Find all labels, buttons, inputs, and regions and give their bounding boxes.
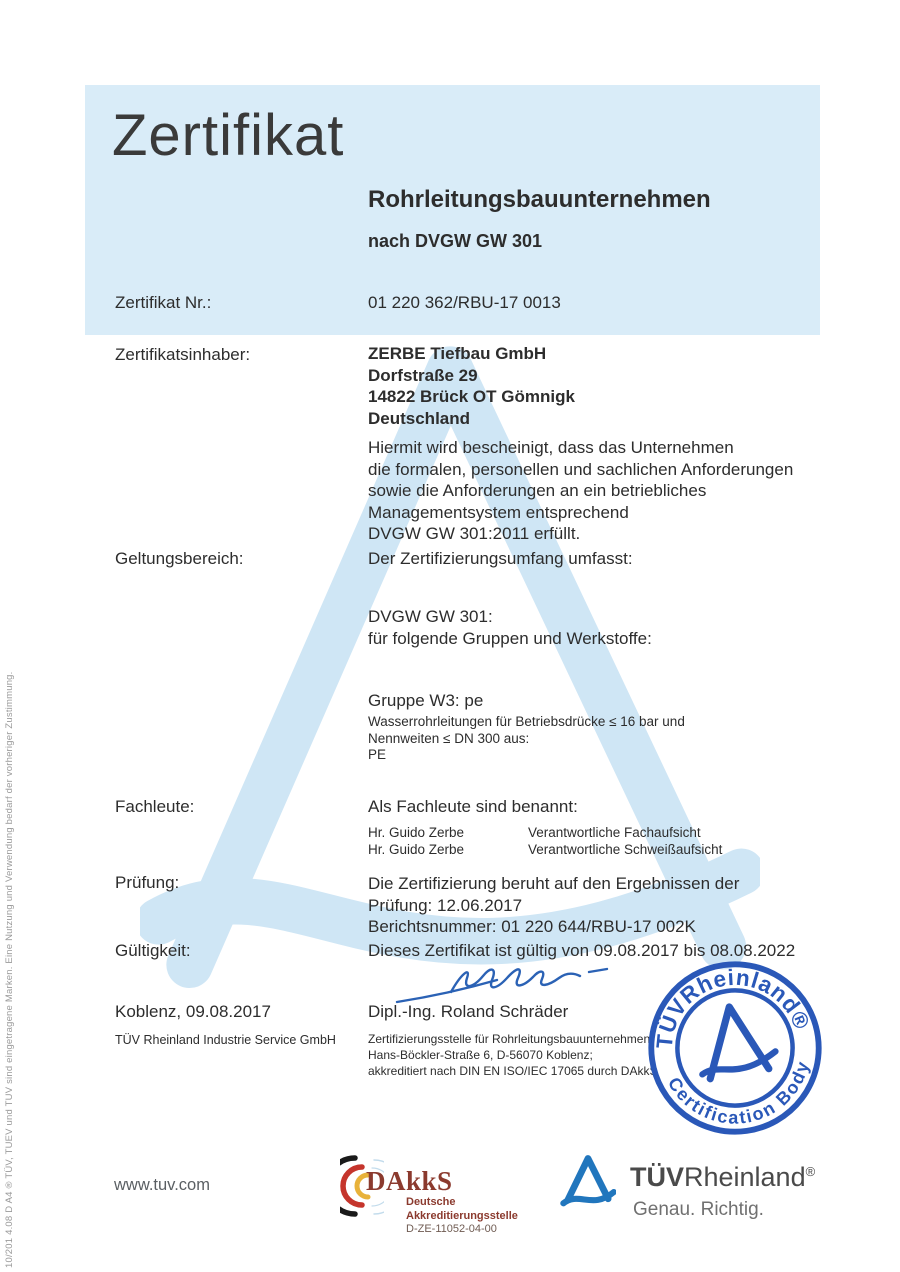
group-line: Wasserrohrleitungen für Betriebsdrücke ≤ 16 bar und xyxy=(368,714,685,729)
issuing-company: TÜV Rheinland Industrie Service GmbH xyxy=(115,1033,336,1047)
side-legal-note: 10/201 4.08 D A4 ® TÜV, TUEV und TUV sind eingetragene Marken. Eine Nutzung und Verwendung bedarf der vorheriger Zustimmung. xyxy=(4,671,15,1268)
statement-line: sowie die Anforderungen an ein betriebliches xyxy=(368,481,707,500)
dakks-sub-text xyxy=(406,1196,518,1237)
scope-standard-sub: für folgende Gruppen und Werkstoffe: xyxy=(368,628,652,648)
scope-standard-block xyxy=(368,606,652,649)
statement-line: Hiermit wird bescheinigt, dass das Unternehmen xyxy=(368,438,734,457)
group-line: PE xyxy=(368,747,387,762)
certification-body-line: akkreditiert nach DIN EN ISO/IEC 17065 durch DAkkS xyxy=(368,1064,658,1078)
scope-intro: Der Zertifizierungsumfang umfasst: xyxy=(368,549,633,568)
audit-line: Die Zertifizierung beruht auf den Ergebnissen der xyxy=(368,874,740,893)
website-url: www.tuv.com xyxy=(114,1176,210,1194)
dakks-logo-text: DAkkS xyxy=(366,1166,453,1196)
validity-text: Dieses Zertifikat ist gültig von 09.08.2017 bis 08.08.2022 xyxy=(368,941,796,960)
statement-line: DVGW GW 301:2011 erfüllt. xyxy=(368,524,581,543)
audit-line: Prüfung: 12.06.2017 xyxy=(368,895,523,915)
expert-role: Verantwortliche Fachaufsicht xyxy=(528,825,701,840)
holder-label: Zertifikatsinhaber: xyxy=(115,345,251,364)
expert-name: Hr. Guido Zerbe xyxy=(368,825,465,840)
statement-line: die formalen, personellen und sachlichen Anforderungen xyxy=(368,459,794,479)
group-line: Nennweiten ≤ DN 300 aus: xyxy=(368,730,530,746)
holder-line: ZERBE Tiefbau GmbH xyxy=(368,344,547,363)
registered-mark: ® xyxy=(805,1164,816,1179)
signature-icon xyxy=(393,958,613,1006)
experts-intro: Als Fachleute sind benannt: xyxy=(368,797,578,816)
dakks-line: Akkreditierungsstelle xyxy=(406,1209,518,1222)
holder-line: Dorfstraße 29 xyxy=(368,365,478,385)
audit-block xyxy=(368,873,739,938)
certification-statement xyxy=(368,437,793,545)
experts-label: Fachleute: xyxy=(115,797,195,816)
audit-line: Berichtsnummer: 01 220 644/RBU-17 002K xyxy=(368,917,696,936)
holder-address xyxy=(368,343,575,429)
dakks-accreditation-number: D-ZE-11052-04-00 xyxy=(406,1223,497,1235)
tuv-rheinland-wordmark xyxy=(630,1162,815,1193)
validity-label: Gültigkeit: xyxy=(115,941,191,960)
expert-name: Hr. Guido Zerbe xyxy=(368,842,465,857)
dakks-line: Deutsche xyxy=(406,1196,456,1208)
certification-body-seal-icon xyxy=(645,958,825,1138)
cert-number-value: 01 220 362/RBU-17 0013 xyxy=(368,293,561,312)
seal-bottom-text: Certification Body xyxy=(663,1058,814,1128)
scope-standard: DVGW GW 301: xyxy=(368,607,493,626)
certification-body-block xyxy=(368,1031,657,1079)
seal-top-text: TÜVRheinland® xyxy=(651,964,815,1050)
holder-line: 14822 Brück OT Gömnigk xyxy=(368,387,575,406)
certification-body-line: Zertifizierungsstelle für Rohrleitungsbauunternehmen xyxy=(368,1032,651,1046)
page-title: Zertifikat xyxy=(112,103,345,168)
audit-label: Prüfung: xyxy=(115,873,180,892)
cert-number-label: Zertifikat Nr.: xyxy=(115,293,212,312)
tuv-tagline: Genau. Richtig. xyxy=(633,1199,764,1220)
experts-table xyxy=(368,824,768,858)
place-date: Koblenz, 09.08.2017 xyxy=(115,1002,271,1021)
holder-line: Deutschland xyxy=(368,408,471,428)
signer-name: Dipl.-Ing. Roland Schräder xyxy=(368,1002,569,1021)
expert-role: Verantwortliche Schweißaufsicht xyxy=(528,842,723,857)
tuv-rest-text: Rheinland xyxy=(684,1162,806,1192)
tuv-bold-text: TÜV xyxy=(630,1162,684,1192)
certificate-standard: nach DVGW GW 301 xyxy=(368,231,543,251)
certification-body-line: Hans-Böckler-Straße 6, D-56070 Koblenz; xyxy=(368,1048,593,1062)
tuv-rheinland-triangle-icon xyxy=(560,1152,616,1212)
group-description xyxy=(368,714,685,764)
statement-line: Managementsystem entsprechend xyxy=(368,502,629,522)
certificate-subject: Rohrleitungsbauunternehmen xyxy=(368,186,711,213)
scope-label: Geltungsbereich: xyxy=(115,549,244,568)
group-title: Gruppe W3: pe xyxy=(368,691,484,710)
